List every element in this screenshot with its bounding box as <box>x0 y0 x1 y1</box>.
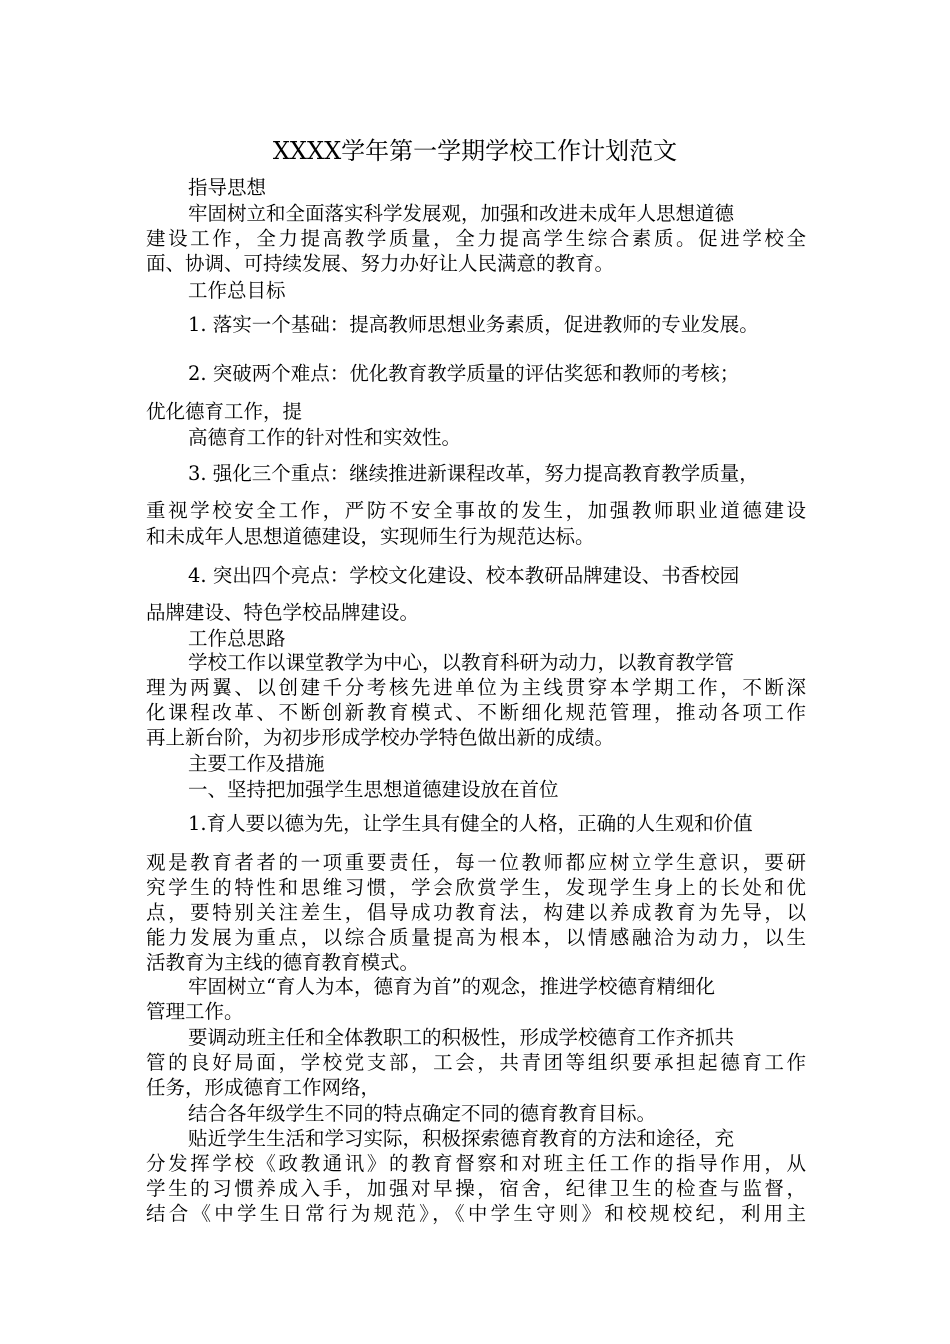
text-line: 工作总思路 <box>188 627 286 650</box>
text-line: 面、协调、可持续发展、努力办好让人民满意的教育。 <box>146 252 615 275</box>
text-line: 任务，形成德育工作网络， <box>146 1076 381 1099</box>
text-line: 工作总目标 <box>188 279 286 302</box>
text-line: 建设工作，全力提高教学质量，全力提高学生综合素质。促进学校全 <box>146 227 806 250</box>
text-line: 高德育工作的针对性和实效性。 <box>188 426 462 449</box>
text-line: 要调动班主任和全体教职工的积极性，形成学校德育工作齐抓共 <box>188 1026 735 1049</box>
text-line: 主要工作及措施 <box>188 752 325 775</box>
text-line: 化课程改革、不断创新教育模式、不断细化规范管理，推动各项工作 <box>146 701 806 724</box>
text-line: 贴近学生生活和学习实际，积极探索德育教育的方法和途径，充 <box>188 1127 735 1150</box>
text-line: 再上新台阶，为初步形成学校办学特色做出新的成绩。 <box>146 726 615 749</box>
text-line: 观是教育者者的一项重要责任，每一位教师都应树立学生意识，要研 <box>146 851 806 874</box>
text-line: 活教育为主线的德育教育模式。 <box>146 951 420 974</box>
text-line: 3. 强化三个重点：继续推进新课程改革，努力提高教育教学质量， <box>188 462 759 485</box>
text-line: 指导思想 <box>188 176 267 199</box>
text-line: 结合各年级学生不同的特点确定不同的德育教育目标。 <box>188 1102 657 1125</box>
text-line: 一、坚持把加强学生思想道德建设放在首位 <box>188 778 559 801</box>
text-line: 点，要特别关注差生，倡导成功教育法，构建以养成教育为先导，以 <box>146 901 806 924</box>
document-title: XXXX学年第一学期学校工作计划范文 <box>272 137 678 165</box>
text-line: 优化德育工作，提 <box>146 400 303 423</box>
text-line: 管的良好局面，学校党支部，工会，共青团等组织要承担起德育工作 <box>146 1051 806 1074</box>
text-line: 结合《中学生日常行为规范》，《中学生守则》和校规校纪，利用主 <box>146 1202 806 1225</box>
text-line: 学生的习惯养成入手，加强对早操，宿舍，纪律卫生的检查与监督， <box>146 1177 806 1200</box>
text-line: 理为两翼、以创建千分考核先进单位为主线贯穿本学期工作，不断深 <box>146 676 806 699</box>
text-line: 1. 落实一个基础：提高教师思想业务素质，促进教师的专业发展。 <box>188 313 759 336</box>
text-line: 重视学校安全工作，严防不安全事故的发生，加强教师职业道德建设 <box>146 499 806 522</box>
text-line: 牢固树立和全面落实科学发展观，加强和改进未成年人思想道德 <box>188 202 735 225</box>
text-line: 2. 突破两个难点：优化教育教学质量的评估奖惩和教师的考核； <box>188 362 740 385</box>
text-line: 分发挥学校《政教通讯》的教育督察和对班主任工作的指导作用，从 <box>146 1152 806 1175</box>
text-line: 能力发展为重点，以综合质量提高为根本，以情感融洽为动力，以生 <box>146 926 806 949</box>
text-line: 品牌建设、特色学校品牌建设。 <box>146 601 420 624</box>
text-line: 究学生的特性和思维习惯，学会欣赏学生，发现学生身上的长处和优 <box>146 876 806 899</box>
text-line: 学校工作以课堂教学为中心，以教育科研为动力，以教育教学管 <box>188 651 735 674</box>
text-line: 4. 突出四个亮点：学校文化建设、校本教研品牌建设、书香校园 <box>188 564 740 587</box>
text-line: 和未成年人思想道德建设，实现师生行为规范达标。 <box>146 525 595 548</box>
text-line: 牢固树立“育人为本，德育为首”的观念，推进学校德育精细化 <box>188 975 715 998</box>
text-line: 1.育人要以德为先，让学生具有健全的人格，正确的人生观和价值 <box>188 812 753 835</box>
text-line: 管理工作。 <box>146 1000 244 1023</box>
